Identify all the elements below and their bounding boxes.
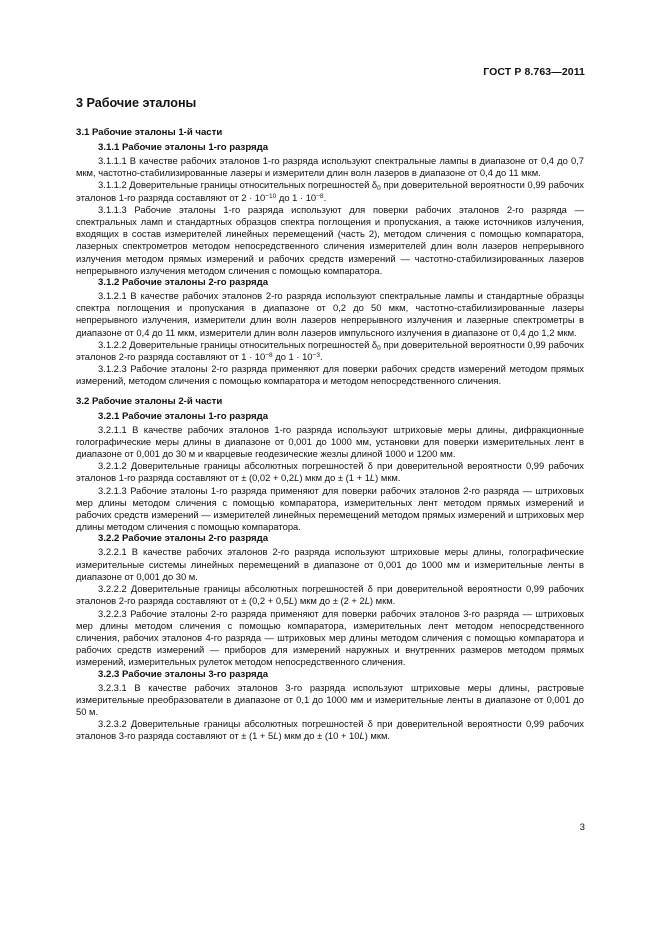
subsection-3-2-1-title: 3.2.1 Рабочие эталоны 1-го разряда: [98, 410, 269, 422]
subsection-3-2-2-title: 3.2.2 Рабочие эталоны 2-го разряда: [98, 533, 269, 545]
subsection-3-1-2-title: 3.1.2 Рабочие эталоны 2-го разряда: [98, 277, 269, 289]
subsection-3-2-title: 3.2 Рабочие эталоны 2-й части: [76, 395, 223, 407]
document-id: ГОСТ Р 8.763—2011: [483, 66, 585, 78]
document-body: [76, 95, 584, 743]
paragraph-3-1-1-2: 3.1.1.2 Доверительные границы относительных погрешностей $\delta_0$ при доверительной вероятности 0,99 рабочих эталонов 1-го разряда составляют от $2 \cdot 10^{-10}$ до $1 \cdot 10^{-8}$.: [76, 179, 584, 203]
subsection-3-1-title: 3.1 Рабочие эталоны 1-й части: [76, 127, 223, 138]
subsection-3-2-3-title: 3.2.3 Рабочие эталоны 3-го разряда: [98, 668, 269, 680]
paragraph-3-1-1-1: 3.1.1.1 В качестве рабочих эталонов 1-го разряда используют спектральные лампы в диапазоне от 0,4 до 0,7 мкм, частотно-стабилизированные лазеры и измерители длин волн лазеров в диапазоне от 0,4 до 11 мкм.: [76, 155, 584, 179]
paragraph-3-2-3-2: 3.2.3.2 Доверительные границы абсолютных погрешностей δ при доверительной вероятности 0,99 рабочих эталонов 3-го разряда составляют от ± (1 + 5L) мкм до ± (10 + 10L) мкм.: [76, 718, 584, 742]
page-number: 3: [579, 822, 585, 833]
section-title: 3 Рабочие эталоны: [76, 96, 197, 110]
paragraph-3-2-2-3: 3.2.2.3 Рабочие эталоны 2-го разряда применяют для поверки рабочих эталонов 3-го разряда — штриховых мер длины методом сличения с помощью компаратора, измерительных лент методом непосредственного сличения, рабочих эталонов 4-го разряда — штриховых мер длины методом сличения с помощью компаратора и рабочих средств измерений — приборов для измерений наружных и внутренних размеров методом прямых измерений, измерительных рулеток методом непосредственного сличения.: [76, 607, 584, 668]
subsection-3-1-1-title: 3.1.1 Рабочие эталоны 1-го разряда: [98, 142, 269, 153]
paragraph-3-1-2-3: 3.1.2.3 Рабочие эталоны 2-го разряда применяют для поверки рабочих средств измерений методом прямых измерений, методом сличения с помощью компаратора и методом непосредственного сличения.: [76, 363, 584, 387]
paragraph-3-2-2-1: 3.2.2.1 В качестве рабочих эталонов 2-го разряда используют штриховые меры длины, голографические измерительные системы линейных перемещений в диапазоне от 0,001 до 1000 мм и измерительные ленты в диапазоне от 0,001 до 30 м.: [76, 546, 584, 582]
paragraph-3-2-3-1: 3.2.3.1 В качестве рабочих эталонов 3-го разряда используют штриховые меры длины, растровые измерительные преобразователи в диапазоне от 0,1 до 1000 мм и измерительные ленты в диапазоне от 0,001 до 50 м.: [76, 681, 584, 717]
paragraph-3-2-1-1: 3.2.1.1 В качестве рабочих эталонов 1-го разряда используют штриховые меры длины, дифракционные голографические меры длины в диапазоне от 0,001 до 1000 мм, установки для поверки измерительных лент в диапазоне от 0,001 до 30 м и кварцевые геодезические жезлы длиной 1000 и 1200 мм.: [76, 423, 584, 460]
paragraph-3-1-2-2: 3.1.2.2 Доверительные границы относительных погрешностей $\delta_0$ при доверительной вероятности 0,99 рабочих эталонов 2-го разряда составляют от $1 \cdot 10^{-8}$ до $1 \cdot 10^{-3}$.: [76, 338, 584, 363]
paragraph-3-1-1-3: 3.1.1.3 Рабочие эталоны 1-го разряда используют для поверки рабочих эталонов 2-го разряда — спектральных ламп и стандартных образцов спектра поглощения и пропускания, а также источников излучения, входящих в состав измерителей линейных перемещений (часть 2), методом сличения с помощью компаратора, лазерных спектрометров методом непосредственного сличения измерителей длин волн лазеров непрерывного излучения методом прямых измерений и рабочих средств измерений — частотно-стабилизированных лазеров непрерывного излучения методом сличения с помощью компаратора.: [76, 203, 584, 276]
paragraph-3-2-1-3: 3.2.1.3 Рабочие эталоны 1-го разряда применяют для поверки рабочих эталонов 2-го разряда — штриховых мер длины методом сличения с помощью компаратора, измерительных лент методом прямых измерений и рабочих средств измерений — измерителей линейных перемещений методом прямых измерений и штриховых мер длины методом сличения с помощью компаратора.: [76, 484, 584, 533]
paragraph-3-2-1-2: 3.2.1.2 Доверительные границы абсолютных погрешностей δ при доверительной вероятности 0,99 рабочих эталонов 1-го разряда составляют от ± (0,02 + 0,2L) мкм до ± (1 + 1L) мкм.: [76, 460, 584, 484]
paragraph-3-2-2-2: 3.2.2.2 Доверительные границы абсолютных погрешностей δ при доверительной вероятности 0,99 рабочих эталонов 2-го разряда составляют от ± (0,2 + 0,5L) мкм до ± (2 + 2L) мкм.: [76, 583, 584, 607]
paragraph-3-1-2-1: 3.1.2.1 В качестве рабочих эталонов 2-го разряда используют спектральные лампы и стандартные образцы спектра поглощения и пропускания в диапазоне от 0,2 до 50 мкм, частотно-стабилизированные лазеры непрерывного излучения, измерители длин волн лазеров непрерывного излучения и лазерные спектрометры в диапазоне от 0,4 до 11 мкм, измерители длин волн лазеров импульсного излучения в диапазоне от 0,4 до 1,2 мкм.: [76, 290, 584, 338]
